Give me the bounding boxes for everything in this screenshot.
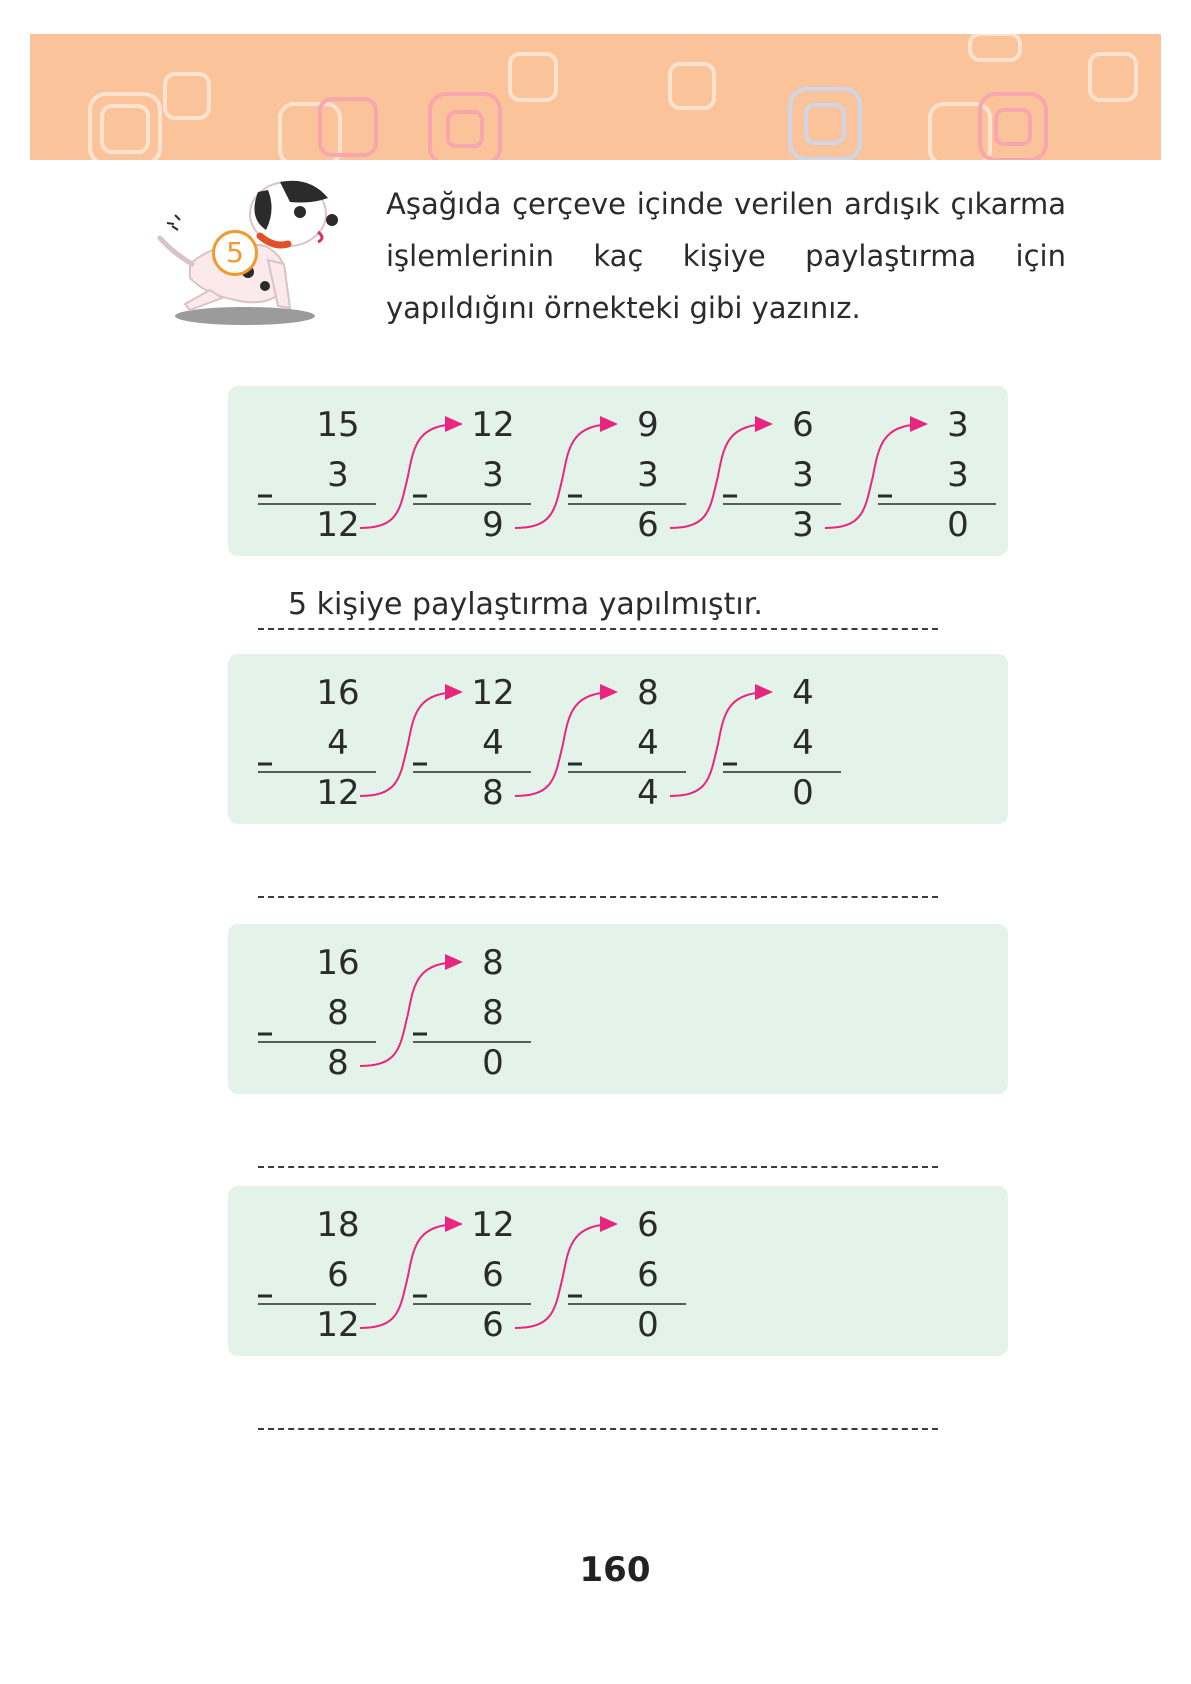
difference: 3: [792, 505, 814, 545]
problem-panel-1: [228, 386, 1008, 556]
transfer-arrow: [825, 424, 926, 528]
transfer-arrow: [360, 692, 461, 796]
minuend: 3: [947, 405, 969, 445]
subtraction-chain-2: [228, 654, 1008, 824]
problem-panel-3: [228, 924, 1008, 1094]
answer-line-1[interactable]: [258, 580, 938, 630]
transfer-arrow: [360, 962, 461, 1066]
minuend: 15: [316, 405, 360, 445]
transfer-arrow: [515, 424, 616, 528]
exercise-number-badge: 5: [212, 230, 258, 276]
minuend: 8: [482, 943, 504, 983]
subtrahend: 6: [327, 1255, 349, 1295]
minuend: 6: [637, 1205, 659, 1245]
subtrahend: 4: [637, 723, 659, 763]
minuend: 16: [316, 673, 360, 713]
subtrahend: 4: [482, 723, 504, 763]
problem-panel-2: [228, 654, 1008, 824]
transfer-arrow: [360, 1224, 461, 1328]
answer-line-3[interactable]: [258, 1118, 938, 1168]
difference: 0: [637, 1305, 659, 1345]
difference: 9: [482, 505, 504, 545]
subtrahend: 8: [482, 993, 504, 1033]
difference: 8: [482, 773, 504, 813]
subtraction-chain-1: [228, 386, 1008, 556]
minuend: 9: [637, 405, 659, 445]
decorative-banner: [30, 34, 1161, 160]
subtrahend: 6: [637, 1255, 659, 1295]
answer-line-4[interactable]: [258, 1380, 938, 1430]
answer-line-2[interactable]: [258, 848, 938, 898]
transfer-arrow: [670, 692, 771, 796]
subtrahend: 4: [327, 723, 349, 763]
difference: 4: [637, 773, 659, 813]
difference: 12: [316, 505, 360, 545]
subtrahend: 3: [482, 455, 504, 495]
transfer-arrow: [515, 692, 616, 796]
page-number: 160: [579, 1550, 651, 1590]
difference: 6: [637, 505, 659, 545]
difference: 12: [316, 773, 360, 813]
difference: 0: [947, 505, 969, 545]
minuend: 8: [637, 673, 659, 713]
subtrahend: 3: [792, 455, 814, 495]
transfer-arrow: [360, 424, 461, 528]
difference: 6: [482, 1305, 504, 1345]
minuend: 4: [792, 673, 814, 713]
difference: 0: [482, 1043, 504, 1083]
minuend: 16: [316, 943, 360, 983]
problem-panel-4: [228, 1186, 1008, 1356]
instruction-text: Aşağıda çerçeve içinde verilen ardışık çıkarma işlemlerinin kaç kişiye paylaştırma için yapıldığını örnekteki gibi yazınız.: [386, 187, 1066, 325]
answer-text-1: 5 kişiye paylaştırma yapılmıştır.: [288, 587, 763, 622]
minuend: 6: [792, 405, 814, 445]
difference: 12: [316, 1305, 360, 1345]
subtrahend: 3: [327, 455, 349, 495]
subtrahend: 4: [792, 723, 814, 763]
subtrahend: 3: [947, 455, 969, 495]
subtraction-chain-3: [228, 924, 1008, 1094]
minuend: 12: [471, 673, 515, 713]
subtrahend: 6: [482, 1255, 504, 1295]
minuend: 12: [471, 405, 515, 445]
subtraction-chain-4: [228, 1186, 1008, 1356]
minuend: 18: [316, 1205, 360, 1245]
transfer-arrow: [515, 1224, 616, 1328]
difference: 8: [327, 1043, 349, 1083]
transfer-arrow: [670, 424, 771, 528]
subtrahend: 3: [637, 455, 659, 495]
exercise-header: [150, 168, 1070, 338]
difference: 0: [792, 773, 814, 813]
subtrahend: 8: [327, 993, 349, 1033]
minuend: 12: [471, 1205, 515, 1245]
